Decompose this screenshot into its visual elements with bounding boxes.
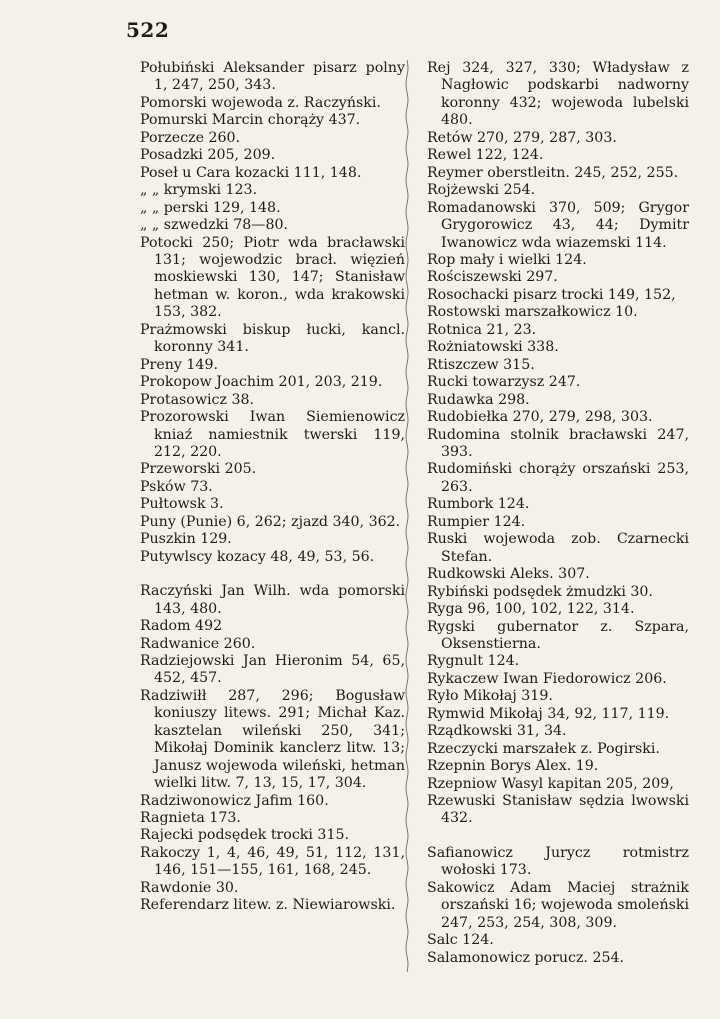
index-entry: Psków 73. [140,478,213,495]
index-entry: Reymer oberstleitn. 245, 252, 255. [427,164,679,181]
index-entry: Rzepniow Wasyl kapitan 205, 209, [427,775,674,792]
index-column-right [427,60,689,967]
index-group-p [140,60,405,566]
index-entry: Pułtowsk 3. [140,496,224,513]
index-entry: Rzepnin Borys Alex. 19. [427,758,599,775]
index-entry: Rostowski marszałkowicz 10. [427,304,638,321]
index-entry: Rudawka 298. [427,391,530,408]
index-entry: Prozorowski Iwan Siemienowicz kniaź namiestnik twerski 119, 212, 220. [140,409,405,460]
index-entry: Połubiński Aleksander pisarz polny 1, 247, 250, 343. [140,60,405,94]
index-entry: Prażmowski biskup łucki, kancl. koronny 341. [140,321,405,356]
index-group-r [140,583,405,915]
index-entry: Ryga 96, 100, 102, 122, 314. [427,601,635,618]
index-entry: Protasowicz 38. [140,391,255,408]
index-entry: „ „ perski 129, 148. [140,199,281,216]
index-entry: Rosochacki pisarz trocki 149, 152, [427,286,676,303]
index-entry: Radziejowski Jan Hieronim 54, 65, 452, 457. [140,652,405,687]
index-entry: Rojżewski 254. [427,182,536,199]
index-entry: Putywlscy kozacy 48, 49, 53, 56. [140,548,375,565]
index-entry: Rakoczy 1, 4, 46, 49, 51, 112, 131, 146, 151—155, 161, 168, 245. [140,844,405,879]
index-entry: Puny (Punie) 6, 262; zjazd 340, 362. [140,513,401,530]
index-entry: Rudomiński chorąży orszański 253, 263. [427,461,689,495]
index-entry: Prokopow Joachim 201, 203, 219. [140,374,383,391]
index-entry: Rucki towarzysz 247. [427,374,581,391]
index-entry: „ „ krymski 123. [140,182,258,199]
index-entry: Radom 492 [140,618,223,635]
index-entry: Rudomina stolnik bracławski 247, 393. [427,426,689,460]
index-entry: Rościszewski 297. [427,269,558,286]
index-entry: Rzeczycki marszałek z. Pogirski. [427,740,660,757]
index-entry: Ragnieta 173. [140,810,241,827]
group-spacer [427,828,689,845]
index-entry: Salc 124. [427,932,494,949]
index-entry: Rygski gubernator z. Szpara, Oksenstierna. [427,618,689,652]
index-entry: Rej 324, 327, 330; Władysław z Nagłowic podskarbi nadworny koronny 432; wojewoda lubelski 480. [427,60,689,129]
index-entry: Rotnica 21, 23. [427,321,537,338]
index-entry: Salamonowicz porucz. 254. [427,949,625,966]
index-entry: Rudkowski Aleks. 307. [427,566,590,583]
index-entry: Referendarz litew. z. Niewiarowski. [140,897,396,914]
index-entry: Sakowicz Adam Maciej strażnik orszański 16; wojewoda smoleński 247, 253, 254, 308, 309. [427,879,689,931]
index-entry: Rumbork 124. [427,496,530,513]
index-entry: Pomurski Marcin chorąży 437. [140,112,361,129]
index-entry: „ „ szwedzki 78—80. [140,217,289,234]
index-entry: Radziwiłł 287, 296; Bogusław koniuszy litews. 291; Michał Kaz. kasztelan wileński 250, 341; Mikołaj Dominik kanclerz litw. 13; Janusz wojewoda wileński, hetman wielki litw. 7, 13, 15, 17, 304. [140,687,405,792]
index-entry: Przeworski 205. [140,461,257,478]
index-entry: Rzewuski Stanisław sędzia lwowski 432. [427,793,689,827]
index-entry: Preny 149. [140,356,218,373]
index-group-r-cont [427,60,689,828]
index-entry: Ruski wojewoda zob. Czarnecki Stefan. [427,531,689,565]
index-entry: Rygnult 124. [427,653,520,670]
index-entry: Rybiński podsędek żmudzki 30. [427,583,653,600]
index-entry: Poseł u Cara kozacki 111, 148. [140,164,362,181]
index-entry: Rudobiełka 270, 279, 298, 303. [427,409,653,426]
index-entry: Puszkin 129. [140,531,232,548]
index-entry: Safianowicz Jurycz rotmistrz wołoski 173. [427,844,689,879]
index-entry: Rymwid Mikołaj 34, 92, 117, 119. [427,705,670,722]
index-entry: Pomorski wojewoda z. Raczyński. [140,94,381,111]
index-entry: Romadanowski 370, 509; Grygor Grygorowicz 43, 44; Dymitr Iwanowicz wda wiazemski 114. [427,199,689,251]
index-entry: Posadzki 205, 209. [140,147,276,164]
index-entry: Rajecki podsędek trocki 315. [140,827,350,844]
index-entry: Rożniatowski 338. [427,339,559,356]
index-entry: Rządkowski 31, 34. [427,723,567,740]
index-entry: Retów 270, 279, 287, 303. [427,129,617,146]
index-entry: Raczyński Jan Wilh. wda pomorski 143, 480. [140,583,405,617]
index-entry: Rop mały i wielki 124. [427,251,587,268]
index-entry: Rewel 122, 124. [427,147,544,164]
index-group-s [427,845,689,967]
index-entry: Potocki 250; Piotr wda bracławski 131; wojewodzic bracł. więzień moskiewski 130, 147; Stanisław hetman w. koron., wda krakowski 153, 382. [140,234,405,321]
index-entry: Rumpier 124. [427,513,526,530]
index-entry: Porzecze 260. [140,129,241,146]
index-entry: Rtiszczew 315. [427,356,535,373]
index-entry: Ryło Mikołaj 319. [427,688,553,705]
index-entry: Radziwonowicz Jafim 160. [140,792,329,809]
index-entry: Radwanice 260. [140,635,256,652]
page-number: 522 [126,18,170,42]
column-divider [404,60,410,975]
index-entry: Rykaczew Iwan Fiedorowicz 206. [427,670,667,687]
group-spacer [140,566,405,583]
index-entry: Rawdonie 30. [140,879,239,896]
index-column-left [140,60,405,915]
